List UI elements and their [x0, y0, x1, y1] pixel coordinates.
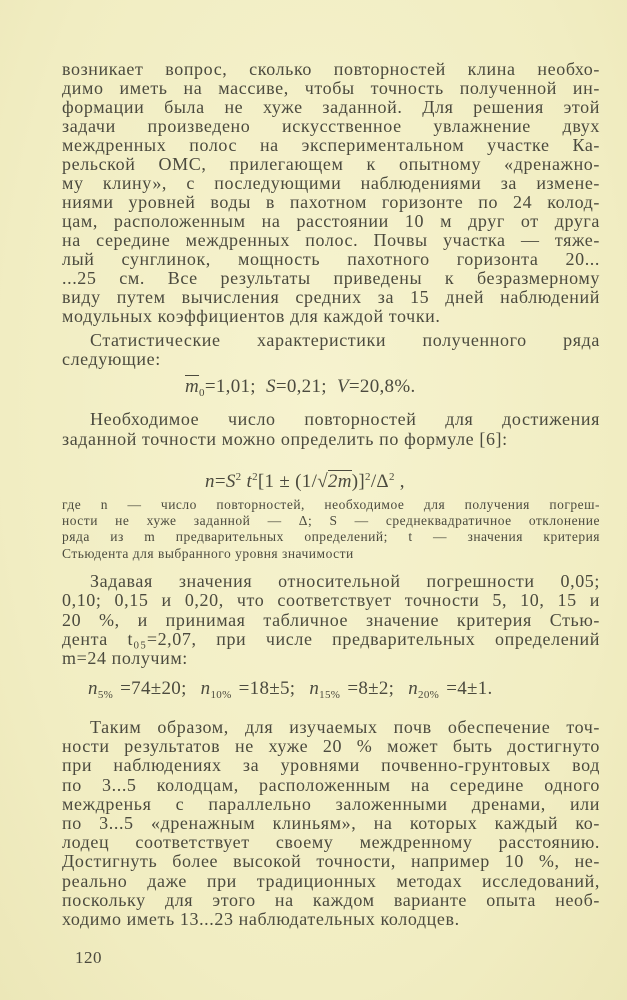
formula-open: [1 ± (1/	[257, 471, 318, 492]
paragraph-line	[62, 756, 600, 775]
text-line: лодец соответствует своему междренному расстоянию.	[62, 832, 600, 853]
text-line: му клину», с последующими наблюдениями за измене-	[62, 173, 600, 193]
text-line: ниями уровней воды в пахотном горизонте по 24 колод-	[62, 192, 600, 212]
paragraph-line	[62, 79, 600, 98]
result-var: n	[408, 678, 419, 699]
footnote-line	[62, 529, 600, 545]
text-line: по 3...5 колодцам, расположенным на середине одного	[62, 774, 600, 795]
variation-value: =20,8%.	[348, 376, 416, 397]
paragraph-line	[62, 288, 600, 307]
formula-exp: 2	[235, 471, 242, 483]
result-item	[408, 678, 492, 699]
result-var: n	[200, 678, 211, 699]
results-formula	[88, 678, 507, 706]
text-line: ности результатов не хуже 20 % может быть достигнуто	[62, 736, 600, 757]
paragraph-line	[62, 60, 600, 79]
text-line: Достигнуть более высокой точности, например 10 %, не-	[62, 851, 600, 872]
paragraph-line	[62, 630, 600, 649]
paragraph-line	[62, 250, 600, 269]
paragraph-line	[62, 776, 600, 795]
text-line: дента t₀₅=2,07, при числе предварительных определений	[62, 628, 600, 649]
text-line: Таким образом, для изучаемых почв обеспечение точ-	[90, 717, 600, 737]
paragraph-line	[62, 117, 600, 136]
text-line: следующие:	[62, 349, 161, 369]
text-line: поскольку для этого на каждом варианте опыта необ-	[62, 889, 600, 910]
footnote-line	[62, 546, 600, 562]
formula-eq: =	[214, 471, 226, 492]
paragraph-line	[90, 572, 600, 591]
paragraph-line	[62, 174, 600, 193]
text-line: лый сунглинок, мощность пахотного горизонта 20...	[62, 249, 600, 269]
text-line: междренья с параллельно заложенными дренами, или	[62, 793, 600, 814]
text-line: реально даже при традиционных методах исследований,	[62, 870, 600, 891]
result-value: =18±5;	[238, 678, 296, 699]
paragraph-line	[62, 649, 600, 668]
text-line: 20 %, и принимая табличное значение критерия Стью-	[62, 609, 600, 630]
variation-symbol: V	[336, 376, 349, 397]
formula-t: t	[246, 471, 253, 492]
text-line: возникает вопрос, сколько повторностей клина необхо-	[62, 59, 600, 79]
paragraph-line	[62, 350, 600, 369]
paragraph-line	[62, 910, 600, 929]
paragraph-line	[62, 193, 600, 212]
paragraph-line	[62, 269, 600, 288]
mean-symbol: $\overline{m}$	[185, 376, 200, 397]
footnote-line	[62, 497, 600, 513]
result-item	[309, 678, 394, 699]
text-line: где n — число повторностей, необходимое для получения погреш-	[62, 497, 600, 512]
formula-div: /Δ	[370, 471, 389, 492]
text-line: ходимо иметь 13...23 наблюдательных колодцев.	[62, 909, 460, 929]
result-value: =8±2;	[347, 678, 395, 699]
result-var: n	[88, 678, 98, 699]
paragraph-line	[62, 737, 600, 756]
statistics-formula	[185, 376, 416, 404]
mean-value: =1,01;	[204, 376, 256, 397]
text-line: на середине междренных полос. Почвы участка — тяже-	[62, 230, 600, 250]
text-line: Стьюдента для выбранного уровня значимости	[62, 545, 354, 561]
formula-root-arg: 2m	[327, 471, 352, 492]
result-item	[201, 678, 296, 699]
text-line: модульных коэффициентов для каждой точки.	[62, 306, 441, 326]
paragraph-line	[62, 231, 600, 250]
paragraph-line	[62, 136, 600, 155]
text-line: Задавая значения относительной погрешности 0,05;	[90, 571, 600, 591]
formula-S: S	[225, 471, 236, 492]
formula-close: )]	[351, 471, 366, 492]
std-symbol: S	[266, 376, 276, 397]
paragraph-line	[62, 212, 600, 231]
text-line: междренных полос на экспериментальном участке Ка-	[62, 135, 600, 155]
paragraph-line	[62, 814, 600, 833]
text-line: димо иметь на массиве, чтобы точность полученной ин-	[62, 78, 600, 98]
result-sub: 15%	[319, 689, 341, 701]
text-line: цам, расположенным на расстоянии 10 м друг от друга	[62, 211, 600, 231]
text-line: Статистические характеристики полученного ряда	[90, 330, 600, 350]
paragraph-line	[62, 852, 600, 871]
result-value: =4±1.	[446, 678, 493, 699]
paragraph-line	[62, 872, 600, 891]
formula-exp: 2	[365, 471, 371, 483]
text-line: ...25 см. Все результаты приведены к безразмерному	[62, 268, 600, 288]
text-line: ряда из m предварительных определений; t — значения критерия	[62, 529, 600, 545]
text-line: по 3...5 «дренажным клиньям», на которых каждый ко-	[62, 813, 600, 833]
text-line: Необходимое число повторностей для достижения	[90, 409, 600, 429]
text-line: 0,10; 0,15 и 0,20, что соответствует точности 5, 10, 15 и	[62, 590, 600, 611]
text-line: при наблюдениях за уровнями почвенно-грунтовых вод	[62, 755, 600, 776]
page-number: 120	[75, 948, 102, 967]
paragraph-line	[90, 331, 600, 350]
text-line: задачи произведено искусственное увлажнение двух	[62, 116, 600, 136]
std-value: =0,21;	[275, 376, 327, 397]
text-line: рельской ОМС, прилегающем к опытному «дренажно-	[62, 154, 600, 174]
text-line: виду путем вычисления средних за 15 дней наблюдений	[62, 287, 600, 307]
text-line: заданной точности можно определить по формуле [6]:	[62, 429, 508, 449]
footnote-line	[62, 513, 600, 529]
formula-exp: 2	[388, 471, 395, 483]
repetitions-formula	[205, 466, 405, 493]
text-line: m=24 получим:	[62, 648, 188, 669]
result-value: =74±20;	[120, 678, 187, 699]
formula-n: n	[205, 471, 215, 492]
paragraph-line	[62, 891, 600, 910]
result-var: n	[309, 678, 320, 699]
formula-tail: ,	[394, 471, 405, 492]
paragraph-line	[62, 611, 600, 630]
formula-exp: 2	[252, 471, 258, 483]
paragraph-line	[62, 833, 600, 852]
paragraph-line	[62, 307, 600, 326]
text-line: формации была не хуже заданной. Для решения этой	[62, 97, 600, 117]
paragraph-line	[90, 718, 600, 737]
paragraph-line	[62, 155, 600, 174]
paragraph-line	[62, 591, 600, 610]
result-sub: 5%	[97, 689, 114, 701]
paragraph-line	[62, 430, 600, 449]
result-item	[88, 678, 187, 699]
text-line: ности не хуже заданной — Δ; S — среднеквадратичное отклонение	[62, 513, 600, 529]
sqrt-icon: √	[317, 471, 328, 492]
paragraph-line	[62, 98, 600, 117]
paragraph-line	[90, 410, 600, 429]
result-sub: 20%	[418, 689, 440, 701]
result-sub: 10%	[210, 689, 232, 701]
mean-subscript: 0	[199, 387, 205, 399]
paragraph-line	[62, 795, 600, 814]
